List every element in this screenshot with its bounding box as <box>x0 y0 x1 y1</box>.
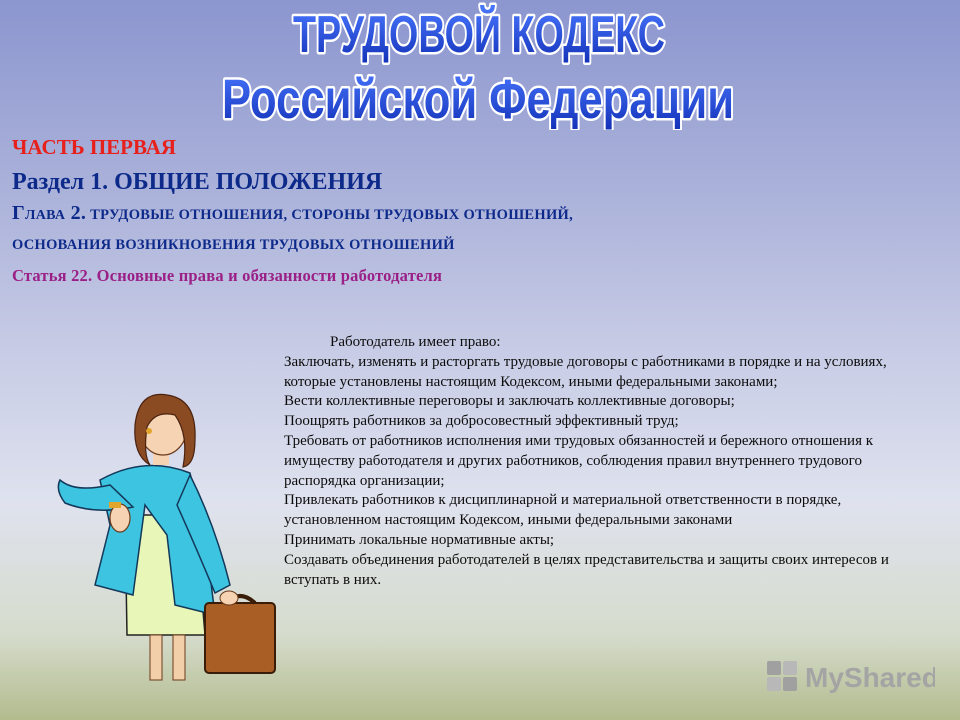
article-heading: Статья 22. Основные права и обязанности работодателя <box>12 266 443 285</box>
headings-block <box>12 134 942 288</box>
section-heading: Раздел 1. ОБЩИЕ ПОЛОЖЕНИЯ <box>12 169 383 195</box>
rights-item: Заключать, изменять и расторгать трудовые договоры с работниками в порядке и на условиях, которые установлены настоящим Кодексом, иными федеральными законами; <box>284 353 887 390</box>
title-line-2: Российской Федерации <box>222 67 734 130</box>
rights-item: Поощрять работников за добросовестный эффективный труд; <box>284 413 679 430</box>
watermark-text: MyShared <box>805 662 935 693</box>
rights-item: Привлекать работников к дисциплинарной и материальной ответственности в порядке, установленном настоящим Кодексом, иными федеральными законами <box>284 492 842 529</box>
rights-item: Вести коллективные переговоры и заключать коллективные договоры; <box>284 393 735 410</box>
chapter-prefix: Глава 2. <box>12 202 87 224</box>
chapter-heading <box>12 198 942 260</box>
rights-lead: Работодатель имеет право: <box>330 334 501 350</box>
title-wordart <box>0 0 960 130</box>
rights-item: Требовать от работников исполнения ими трудовых обязанностей и бережного отношения к имуществу работодателя и других работников, соблюдения правил внутреннего трудового распорядка организации; <box>284 432 874 489</box>
employer-rights-text <box>284 333 924 590</box>
part-heading: ЧАСТЬ ПЕРВАЯ <box>12 135 177 159</box>
rights-item: Принимать локальные нормативные акты; <box>284 531 555 548</box>
slide-title <box>0 0 960 130</box>
watermark-logo <box>765 655 935 695</box>
chapter-line-1: ТРУДОВЫЕ ОТНОШЕНИЯ, СТОРОНЫ ТРУДОВЫХ ОТНОШЕНИЙ, <box>90 207 574 223</box>
businesswoman-with-briefcase-illustration <box>55 385 285 690</box>
myshared-logo-icon <box>767 661 797 691</box>
chapter-line-2: ОСНОВАНИЯ ВОЗНИКНОВЕНИЯ ТРУДОВЫХ ОТНОШЕНИЙ <box>12 237 455 253</box>
rights-item: Создавать объединения работодателей в целях представительства и защиты своих интересов и вступать в них. <box>284 551 889 588</box>
title-line-1: ТРУДОВОЙ КОДЕКС <box>293 6 807 64</box>
